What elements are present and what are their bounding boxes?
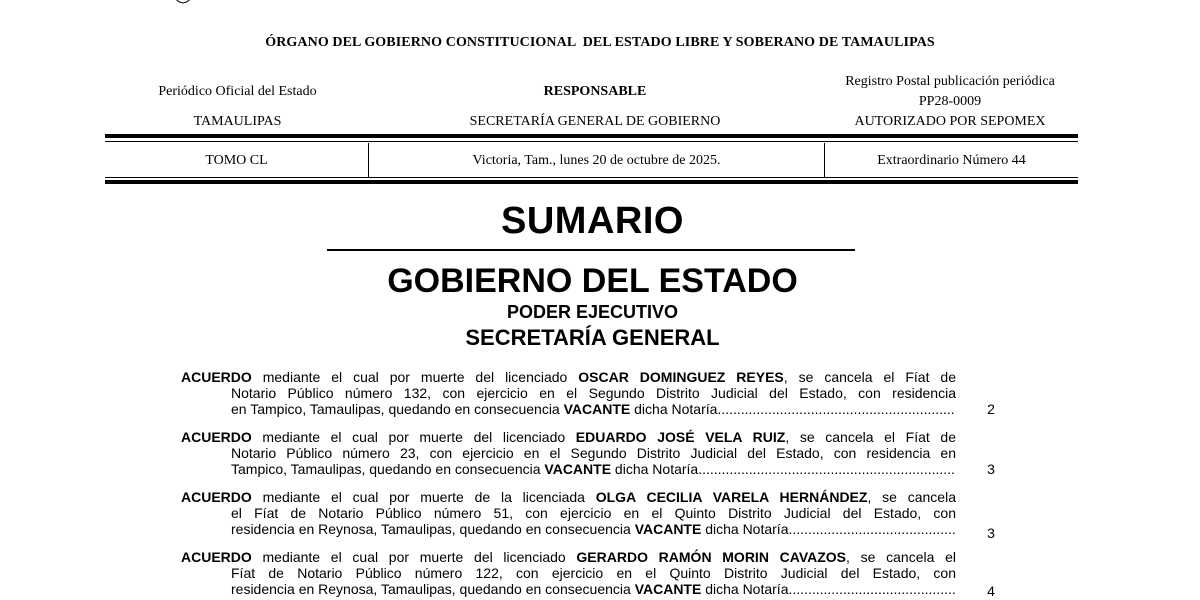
- government-heading: GOBIERNO DEL ESTADO: [387, 262, 798, 300]
- periodico-label: Periódico Oficial del Estado: [158, 84, 317, 99]
- sepomex-label: AUTORIZADO POR SEPOMEX: [854, 114, 1046, 129]
- leader-dots: [698, 461, 956, 477]
- sumario-entry[interactable]: [181, 489, 1011, 541]
- secretaria-label: SECRETARÍA GENERAL DE GOBIERNO: [469, 114, 721, 129]
- branch-heading: PODER EJECUTIVO: [506, 302, 679, 322]
- organ-title: ÓRGANO DEL GOBIERNO CONSTITUCIONAL DEL ESTADO LIBRE Y SOBERANO DE TAMAULIPAS: [265, 35, 935, 50]
- entry-text: mediante el cual por muerte de la licenciada: [251, 489, 596, 505]
- entry-text: en Tampico, Tamaulipas, quedando en consecuencia: [231, 401, 564, 417]
- entry-keyword: ACUERDO: [181, 369, 252, 385]
- sumario-entry[interactable]: [181, 369, 1011, 417]
- state-label: TAMAULIPAS: [193, 114, 282, 129]
- entry-text: dicha Notaría: [611, 461, 699, 477]
- entry-vacante: VACANTE: [563, 401, 631, 417]
- entry-line-3: [181, 521, 956, 537]
- entry-keyword: ACUERDO: [181, 429, 252, 445]
- entry-line-1: [181, 429, 956, 445]
- edition-label: Extraordinario Número 44: [877, 153, 1026, 168]
- info-rule-thick: [105, 180, 1078, 184]
- entry-text: , se cancela el Fíat de: [785, 429, 956, 445]
- entry-line-2: Notario Público número 23, con ejercicio en el Segundo Distrito Judicial del Estado, con residencia en: [231, 445, 956, 461]
- entry-line-2: Notario Público número 132, con ejercicio en el Segundo Distrito Judicial del Estado, con residencia: [231, 385, 956, 401]
- entry-text: dicha Notaría: [701, 521, 789, 537]
- entry-line-2: el Fíat de Notario Público número 51, con ejercicio en el Quinto Distrito Judicial del Estado, con: [231, 505, 956, 521]
- entry-text: , se cancela el: [846, 549, 956, 565]
- entry-text: dicha Notaría: [630, 401, 718, 417]
- header-rule-thick: [105, 134, 1078, 138]
- sumario-title: SUMARIO: [501, 200, 684, 242]
- entry-name: OLGA CECILIA VARELA HERNÁNDEZ: [595, 489, 868, 505]
- entry-page-number[interactable]: 3: [987, 461, 995, 477]
- entry-page-number[interactable]: 4: [987, 583, 995, 599]
- entry-text: , se cancela: [867, 489, 956, 505]
- leader-dots: [717, 401, 956, 417]
- entry-text: mediante el cual por muerte del licenciado: [251, 429, 576, 445]
- info-rule-thin: [105, 177, 1078, 178]
- entry-page-number[interactable]: 3: [987, 525, 995, 541]
- responsable-label: RESPONSABLE: [543, 84, 647, 99]
- entry-text: dicha Notaría: [701, 581, 789, 597]
- entry-line-3: [181, 401, 956, 417]
- leader-dots: [789, 581, 957, 597]
- entry-keyword: ACUERDO: [181, 549, 252, 565]
- entry-text: Tampico, Tamaulipas, quedando en consecuencia: [231, 461, 545, 477]
- entry-text: residencia en Reynosa, Tamaulipas, quedando en consecuencia: [231, 521, 635, 537]
- sumario-entry[interactable]: [181, 549, 1011, 597]
- entry-text: , se cancela el Fíat de: [783, 369, 956, 385]
- entry-page-number[interactable]: 2: [987, 401, 995, 417]
- entry-vacante: VACANTE: [634, 581, 702, 597]
- secretariat-heading: SECRETARÍA GENERAL: [465, 325, 720, 350]
- entry-vacante: VACANTE: [544, 461, 612, 477]
- registro-number: PP28-0009: [918, 94, 982, 109]
- entry-text: mediante el cual por muerte del licenciado: [251, 549, 577, 565]
- state-seal-icon: [170, 0, 196, 6]
- entry-text: residencia en Reynosa, Tamaulipas, quedando en consecuencia: [231, 581, 635, 597]
- entry-line-1: [181, 489, 956, 505]
- sumario-entry[interactable]: [181, 429, 1011, 477]
- entry-vacante: VACANTE: [634, 521, 702, 537]
- entry-keyword: ACUERDO: [181, 489, 252, 505]
- entry-text: mediante el cual por muerte del licenciado: [251, 369, 579, 385]
- header-rule-thin: [105, 141, 1078, 142]
- entry-line-3: [181, 461, 956, 477]
- sumario-rule: [327, 249, 855, 251]
- leader-dots: [789, 521, 957, 537]
- entry-name: OSCAR DOMINGUEZ REYES: [578, 369, 784, 385]
- entry-line-1: [181, 549, 956, 565]
- entry-line-2: Fíat de Notario Público número 122, con ejercicio en el Quinto Distrito Judicial del Estado, con: [231, 565, 956, 581]
- tomo-label: TOMO CL: [205, 153, 268, 168]
- entry-line-1: [181, 369, 956, 385]
- issue-date: Victoria, Tam., lunes 20 de octubre de 2025.: [472, 153, 721, 168]
- entry-line-3: [181, 581, 956, 597]
- entry-name: EDUARDO JOSÉ VELA RUIZ: [575, 429, 786, 445]
- entry-name: GERARDO RAMÓN MORIN CAVAZOS: [576, 549, 847, 565]
- registro-label: Registro Postal publicación periódica: [845, 74, 1055, 89]
